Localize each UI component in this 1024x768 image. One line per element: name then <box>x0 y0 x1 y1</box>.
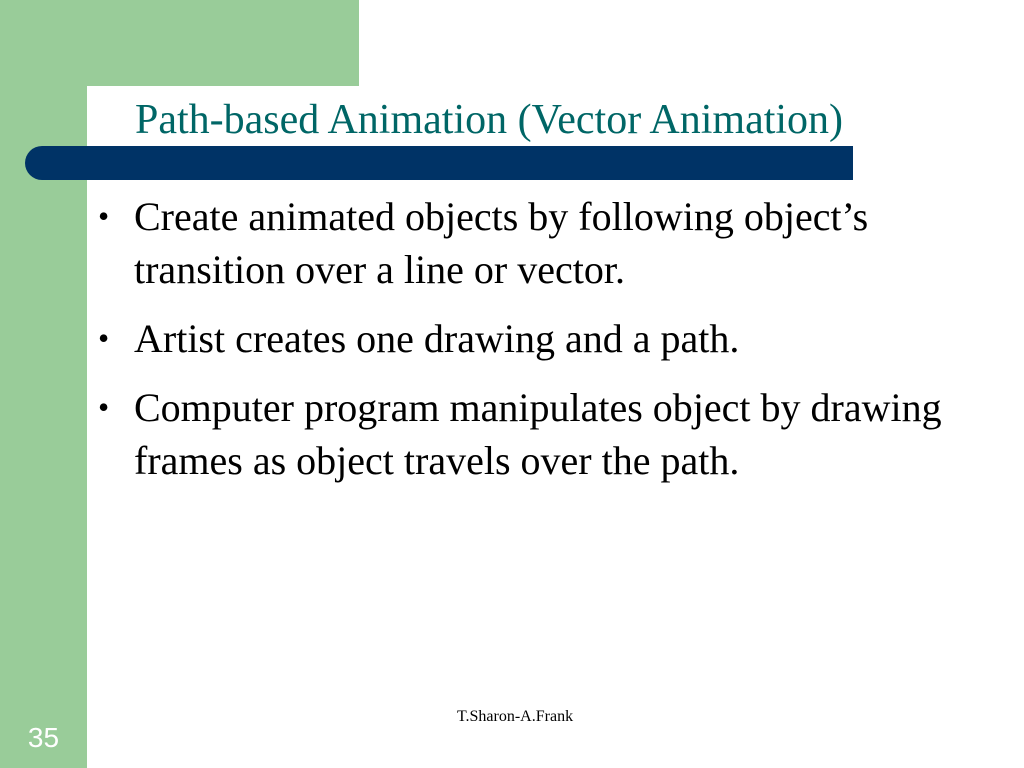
bullet-item: • Computer program manipulates object by drawing frames as object travels over the path. <box>98 381 1004 487</box>
sidebar-decoration <box>0 0 87 768</box>
top-band-decoration <box>87 0 359 86</box>
bullet-item: • Artist creates one drawing and a path. <box>98 312 1004 365</box>
slide-number: 35 <box>27 722 60 753</box>
bullet-item: • Create animated objects by following object’s transition over a line or vector. <box>98 190 1004 296</box>
bullet-list <box>98 190 1004 503</box>
title-underline-bar <box>25 146 853 180</box>
footer-text: T.Sharon-A.Frank <box>456 708 574 725</box>
slide-title: Path-based Animation (Vector Animation) <box>135 97 844 143</box>
